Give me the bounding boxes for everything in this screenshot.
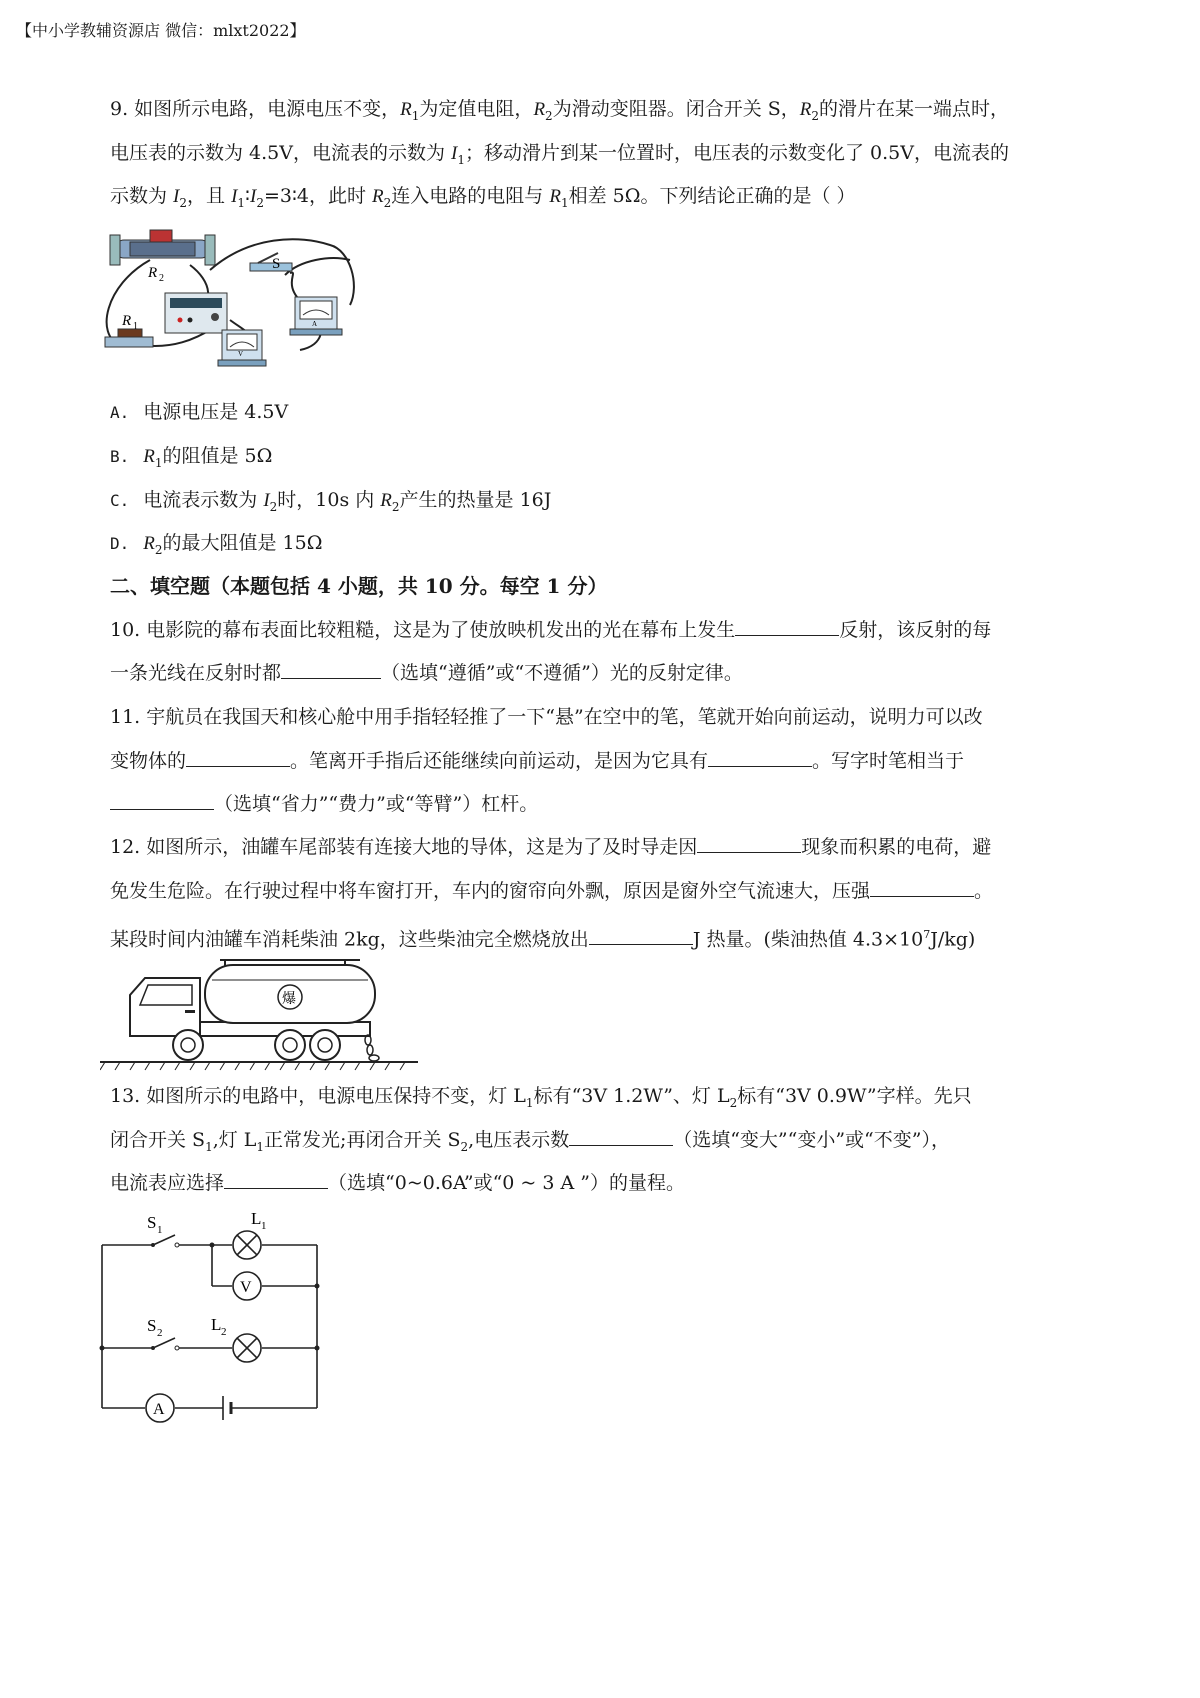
lamp-l2-icon: [233, 1334, 261, 1362]
q11-line-1: 11. 宇航员在我国天和核心舱中用手指轻轻推了一下“悬”在空中的笔，笔就开始向前运动，说明力可以改: [110, 706, 983, 728]
blank: [735, 617, 839, 636]
q12-line-3: 某段时间内油罐车消耗柴油 2kg，这些柴油完全燃烧放出 J 热量。(柴油热值 $4.3\times 10^7J/kg$): [110, 928, 976, 951]
q13-line-2: 闭合开关 $S_1$,灯 $L_1$正常发光;再闭合开关 $S_2$,电压表示数 （选填“变大”“变小”或“不变”），: [110, 1129, 950, 1154]
lamp-l1-icon: [233, 1231, 261, 1259]
ammeter-symbol: [146, 1394, 174, 1422]
q9-option-a: A. 电源电压是 4.5V: [110, 401, 289, 423]
q9-line-3: 示数为 $I_2$，且 $I_1∶I_2=3∶4$，此时 $R_2$连入电路的电阻与 $R_1$相差 5Ω。下列结论正确的是（ ）: [110, 185, 856, 210]
battery-icon: [223, 1396, 231, 1420]
q9-line-2: 电压表的示数为 4.5V，电流表的示数为 $I_1$；移动滑片到某一位置时，电压表的示数变化了 0.5V，电流表的: [110, 142, 1009, 167]
q10-line-1: 10. 电影院的幕布表面比较粗糙，这是为了使放映机发出的光在幕布上发生 反射，该反射的每: [110, 619, 992, 641]
label-l2: L: [211, 1315, 222, 1334]
switch-icon: [250, 253, 292, 271]
svg-text:1: 1: [133, 321, 138, 332]
label-s2: S: [147, 1316, 157, 1335]
blank: [281, 660, 381, 679]
q13-schematic: [95, 1210, 335, 1425]
rheostat-icon: [110, 230, 215, 265]
power-supply-icon: [165, 293, 227, 333]
voltmeter-icon: [218, 330, 266, 366]
svg-text:2: 2: [157, 1327, 163, 1339]
q12-line-2: 免发生危险。在行驶过程中将车窗打开，车内的窗帘向外飘，原因是窗外空气流速大，压强 。: [110, 880, 994, 902]
svg-text:A: A: [153, 1401, 165, 1418]
blank: [186, 748, 290, 767]
grounding-chain-icon: [365, 1035, 379, 1061]
q9-line-1: 9. 如图所示电路，电源电压不变，$R_1$为定值电阻，$R_2$为滑动变阻器。闭合开关 S，$R_2$的滑片在某一端点时，: [110, 98, 1010, 123]
label-r1: R: [122, 313, 132, 329]
label-s1: S: [147, 1213, 157, 1232]
flammable-label: 爆: [282, 992, 296, 1007]
q10-line-2: 一条光线在反射时都 （选填“遵循”或“不遵循”）光的反射定律。: [110, 662, 743, 684]
svg-text:2: 2: [159, 273, 164, 284]
svg-text:V: V: [238, 350, 244, 358]
q9-option-d: D. $R_2$的最大阻值是 15Ω: [110, 532, 323, 557]
q13-line-3: 电流表应选择 （选填“0~0.6A”或“0 ~ 3 A ”）的量程。: [110, 1172, 685, 1194]
label-r2: R: [148, 265, 158, 281]
q9-option-b: B. $R_1$的阻值是 5Ω: [110, 445, 273, 470]
tanker-truck-figure: [100, 950, 420, 1075]
q13-line-1: 13. 如图所示的电路中，电源电压保持不变，灯 $L_1$标有“3V 1.2W”、灯 $L_2$标有“3V 0.9W”字样。先只: [110, 1085, 972, 1110]
header-watermark: 【中小学教辅资源店 微信：mlxt2022】: [16, 21, 306, 40]
blank: [589, 926, 693, 945]
blank: [569, 1127, 673, 1146]
blank: [110, 791, 214, 810]
blank: [870, 878, 974, 897]
section-title: 二、填空题（本题包括 4 小题，共 10 分。每空 1 分）: [110, 574, 608, 598]
label-l1: L: [251, 1210, 262, 1228]
blank: [697, 834, 801, 853]
blank: [224, 1170, 328, 1189]
blank: [708, 748, 812, 767]
voltmeter-symbol: [233, 1272, 261, 1300]
svg-text:A: A: [312, 320, 318, 328]
svg-text:2: 2: [221, 1326, 227, 1338]
svg-text:1: 1: [157, 1224, 163, 1236]
svg-text:1: 1: [261, 1220, 267, 1232]
q12-line-1: 12. 如图所示，油罐车尾部装有连接大地的导体，这是为了及时导走因 现象而积累的电荷，避: [110, 836, 992, 858]
svg-text:V: V: [240, 1279, 252, 1296]
q11-line-3: （选填“省力”“费力”或“等臂”）杠杆。: [110, 791, 538, 817]
ammeter-icon: [290, 297, 342, 335]
q11-line-2: 变物体的 。笔离开手指后还能继续向前运动，是因为它具有 。写字时笔相当于: [110, 750, 965, 772]
label-s: S: [272, 256, 281, 272]
resistor-r1-icon: [105, 329, 153, 347]
q9-circuit-figure: [100, 225, 400, 385]
q9-option-c: C. 电流表示数为 $I_2$时，10s 内 $R_2$产生的热量是 16J: [110, 489, 552, 514]
